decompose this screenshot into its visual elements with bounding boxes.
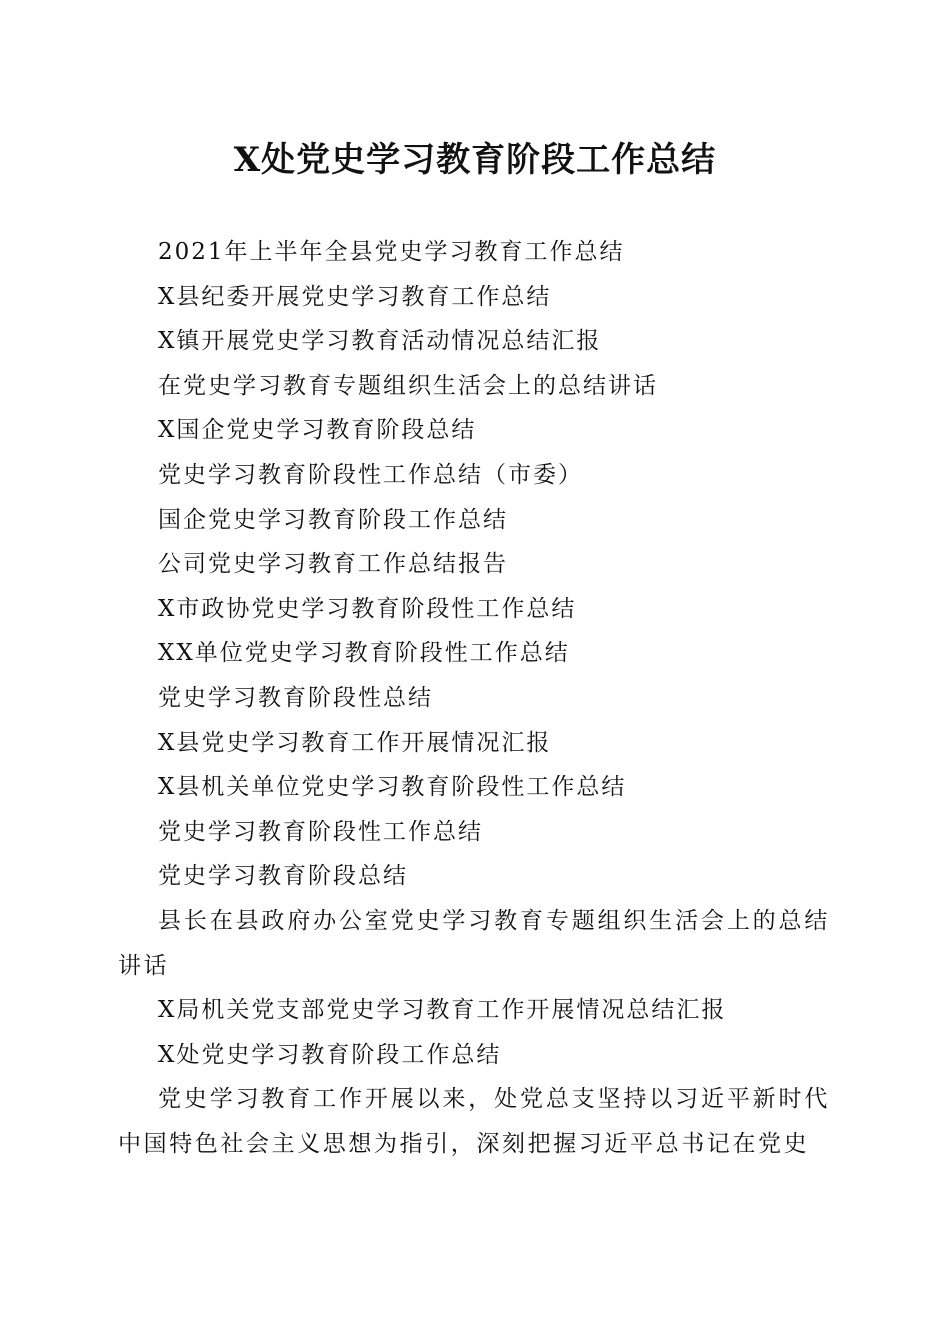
toc-item-wrapped: 县长在县政府办公室党史学习教育专题组织生活会上的总结讲话: [118, 907, 830, 979]
toc-item: 2021年上半年全县党史学习教育工作总结: [158, 239, 625, 265]
toc-item: 党史学习教育阶段性工作总结: [158, 818, 483, 845]
toc-item: X县党史学习教育工作开展情况汇报: [158, 729, 552, 756]
toc-item: X国企党史学习教育阶段总结: [158, 417, 477, 444]
toc-item: X县机关单位党史学习教育阶段性工作总结: [158, 774, 627, 801]
toc-item: X市政协党史学习教育阶段性工作总结: [158, 595, 577, 622]
toc-item: 在党史学习教育专题组织生活会上的总结讲话: [158, 372, 658, 399]
toc-item: 公司党史学习教育工作总结报告: [158, 551, 508, 578]
body-paragraph: 党史学习教育工作开展以来，处党总支坚持以习近平新时代中国特色社会主义思想为指引，深刻把握习近平总书记在党史: [118, 1086, 830, 1157]
toc-item: X镇开展党史学习教育活动情况总结汇报: [158, 328, 602, 355]
toc-item: 国企党史学习教育阶段工作总结: [158, 506, 508, 533]
toc-item: X局机关党支部党史学习教育工作开展情况总结汇报: [158, 997, 727, 1024]
document-title: X处党史学习教育阶段工作总结: [233, 140, 717, 180]
toc-item: XX单位党史学习教育阶段性工作总结: [158, 640, 570, 667]
toc-item: X县纪委开展党史学习教育工作总结: [158, 283, 552, 310]
document-body: [118, 230, 830, 1166]
toc-item: 党史学习教育阶段性工作总结（市委）: [158, 461, 583, 488]
toc-item: X处党史学习教育阶段工作总结: [158, 1041, 502, 1068]
toc-item: 党史学习教育阶段性总结: [158, 684, 433, 711]
toc-item: 党史学习教育阶段总结: [158, 863, 408, 890]
